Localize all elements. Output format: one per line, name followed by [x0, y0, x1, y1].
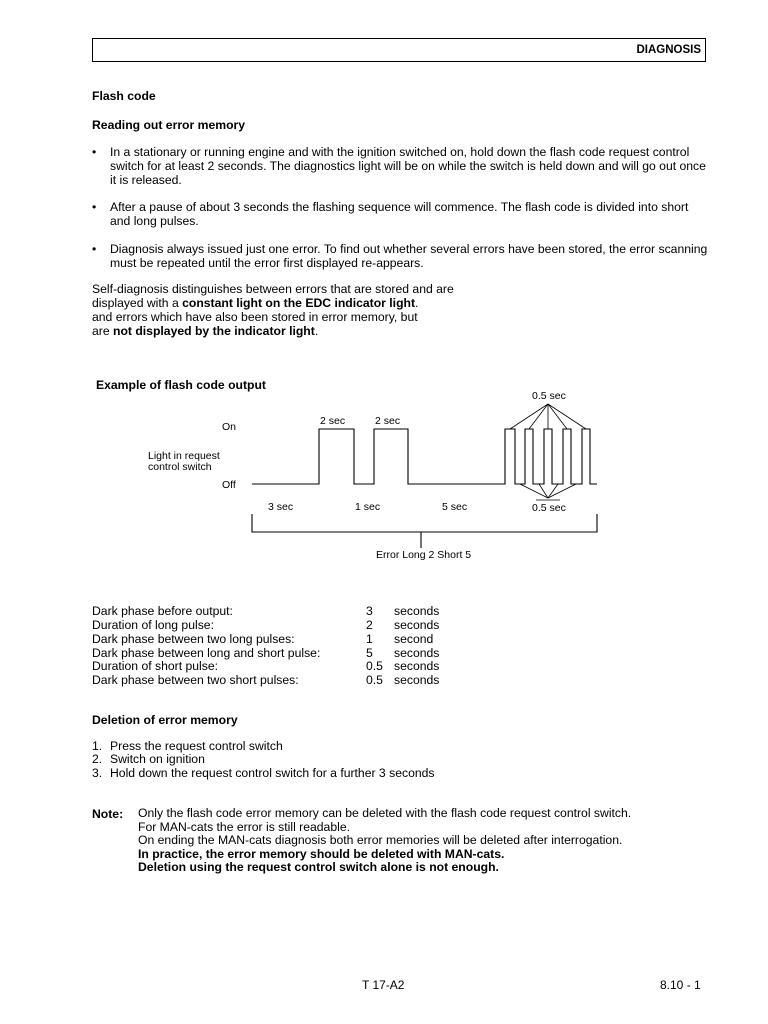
- timing-value: 1: [366, 632, 373, 646]
- label-dark-5: 5 sec: [442, 501, 468, 513]
- label-light-1: Light in request: [148, 450, 220, 462]
- self-diag-line: and errors which have also been stored in error memory, but: [92, 310, 418, 324]
- text-span: are: [92, 324, 114, 338]
- timing-label: Duration of long pulse:: [92, 618, 214, 632]
- note-label: Note:: [92, 807, 124, 821]
- deletion-title: Deletion of error memory: [92, 713, 238, 727]
- timing-unit: seconds: [394, 646, 440, 660]
- figure-title: Example of flash code output: [96, 378, 266, 392]
- short-pulse-leaders-bottom: [520, 484, 576, 498]
- footer-page-number: 8.10 - 1: [660, 978, 701, 992]
- list-text: Hold down the request control switch for a further 3 seconds: [110, 766, 435, 780]
- section-title: DIAGNOSIS: [636, 44, 701, 56]
- timing-unit: second: [394, 632, 434, 646]
- label-long-pulse-1: 2 sec: [320, 415, 346, 427]
- timing-value: 2: [366, 618, 373, 632]
- timing-value: 5: [366, 646, 373, 660]
- timing-label: Dark phase between two short pulses:: [92, 673, 299, 687]
- label-short-pulse: 0.5 sec: [532, 390, 566, 402]
- note-line: On ending the MAN-cats diagnosis both error memories will be deleted after interrogation.: [138, 833, 623, 847]
- timing-label: Dark phase before output:: [92, 604, 233, 618]
- bullet-dot: •: [92, 145, 97, 159]
- timing-value: 0.5: [366, 673, 383, 687]
- pulse-waveform: [252, 429, 597, 484]
- footer-doc-id: T 17-A2: [362, 978, 405, 992]
- label-light-2: control switch: [148, 461, 212, 473]
- timing-unit: seconds: [394, 618, 440, 632]
- bullet-dot: •: [92, 200, 97, 214]
- note-line: Only the flash code error memory can be deleted with the flash code request control switch.: [138, 806, 632, 820]
- label-dark-3: 3 sec: [268, 501, 294, 513]
- note-body: [138, 807, 631, 875]
- list-number: 1.: [92, 739, 103, 753]
- label-dark-1: 1 sec: [355, 501, 381, 513]
- note-line: For MAN-cats the error is still readable.: [138, 819, 350, 834]
- timing-unit: seconds: [394, 673, 440, 687]
- bullet-text: In a stationary or running engine and with the ignition switched on, hold down the flash code request control switch for at least 2 seconds. The diagnostics light will be on while the switch is held down and will go out once it is released.: [110, 145, 706, 187]
- label-dark-short: 0.5 sec: [532, 502, 566, 514]
- timing-label: Duration of short pulse:: [92, 659, 219, 673]
- timing-label: Dark phase between two long pulses:: [92, 632, 295, 646]
- note-line-bold: Deletion using the request control switch alone is not enough.: [138, 860, 499, 874]
- timing-unit: seconds: [394, 659, 440, 673]
- section-subtitle: Reading out error memory: [92, 118, 246, 132]
- list-number: 3.: [92, 766, 103, 780]
- note-line-bold: In practice, the error memory should be deleted with MAN-cats.: [138, 846, 505, 861]
- timing-value: 0.5: [366, 659, 383, 673]
- bullet-dot: •: [92, 242, 97, 256]
- list-text: Press the request control switch: [110, 739, 283, 753]
- bold-span: not displayed by the indicator light: [113, 324, 315, 338]
- figure-caption: Error Long 2 Short 5: [376, 549, 472, 561]
- label-off: Off: [222, 479, 236, 491]
- timing-unit: seconds: [394, 604, 440, 618]
- bracket: [252, 514, 597, 532]
- short-pulse-leaders-top: [510, 404, 586, 429]
- bold-span: constant light on the EDC indicator light: [182, 296, 416, 310]
- label-long-pulse-2: 2 sec: [375, 415, 401, 427]
- page-title: Flash code: [92, 89, 156, 103]
- bullet-text: Diagnosis always issued just one error. To find out whether several errors have been stored, the error scanning must be repeated until the error first displayed re-appears.: [110, 242, 708, 270]
- label-on: On: [222, 421, 237, 433]
- text-span: displayed with a: [92, 296, 183, 310]
- timing-value: 3: [366, 604, 373, 618]
- text-span: .: [415, 296, 419, 310]
- text-span: .: [314, 324, 319, 338]
- list-number: 2.: [92, 752, 103, 766]
- timing-label: Dark phase between long and short pulse:: [92, 646, 321, 660]
- list-text: Switch on ignition: [110, 752, 205, 766]
- bullet-text: After a pause of about 3 seconds the flashing sequence will commence. The flash code is divided into short and long pulses.: [110, 200, 689, 228]
- self-diag-line: Self-diagnosis distinguishes between errors that are stored and are: [92, 282, 454, 296]
